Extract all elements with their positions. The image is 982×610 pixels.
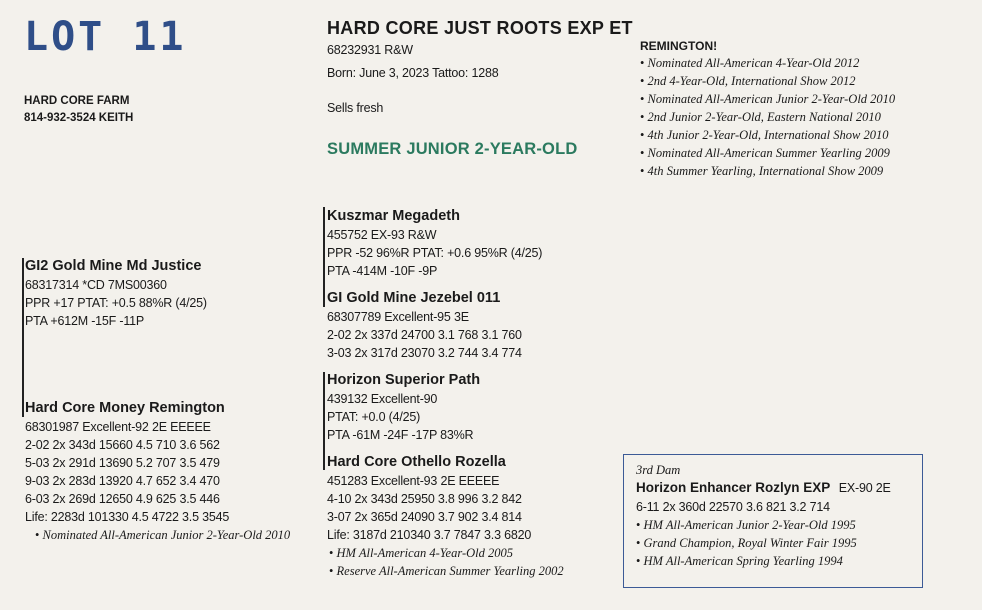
dam-sire-line: 439132 Excellent-90 xyxy=(327,392,438,406)
dam-line: 2-02 2x 343d 15660 4.5 710 3.6 562 xyxy=(25,438,220,452)
third-dam-content xyxy=(636,463,891,570)
animal-note: Sells fresh xyxy=(327,101,384,115)
dam-dam-line: 3-07 2x 365d 24090 3.7 902 3.4 814 xyxy=(327,510,522,524)
sire-sire-line: 455752 EX-93 R&W xyxy=(327,228,437,242)
animal-id: 68232931 R&W xyxy=(327,43,413,57)
animal-name: HARD CORE JUST ROOTS EXP ET xyxy=(327,18,633,38)
pedigree-line-sire xyxy=(323,207,325,307)
dam-dam-line: Life: 3187d 210340 3.7 7847 3.3 6820 xyxy=(327,528,532,542)
sire-dam-line: 2-02 2x 337d 24700 3.1 768 3.1 760 xyxy=(327,328,522,342)
list-item: • HM All-American 4-Year-Old 2005 xyxy=(329,544,564,562)
dam-bullets xyxy=(35,526,290,544)
sire-dam-name: GI Gold Mine Jezebel 011 xyxy=(327,290,501,306)
dam-line: 9-03 2x 283d 13920 4.7 652 3.4 470 xyxy=(25,474,220,488)
sire-sire-block xyxy=(327,206,542,280)
list-item: • Grand Champion, Royal Winter Fair 1995 xyxy=(636,534,891,552)
list-item: • Nominated All-American Summer Yearling 2009 xyxy=(640,144,895,162)
list-item: • HM All-American Spring Yearling 1994 xyxy=(636,552,891,570)
third-dam-record: 6-11 2x 360d 22570 3.6 821 3.2 714 xyxy=(636,500,830,514)
list-item: • 2nd 4-Year-Old, International Show 2012 xyxy=(640,72,895,90)
list-item: • 4th Summer Yearling, International Show 2009 xyxy=(640,162,895,180)
remington-list xyxy=(640,54,895,180)
list-item: • 2nd Junior 2-Year-Old, Eastern National 2010 xyxy=(640,108,895,126)
pedigree-line-first-gen xyxy=(22,258,24,417)
lot-number: LOT 11 xyxy=(24,14,187,60)
third-dam-bullets xyxy=(636,516,891,570)
consignor-name: HARD CORE FARM xyxy=(24,95,130,107)
list-item: • Reserve All-American Summer Yearling 2002 xyxy=(329,562,564,580)
third-dam-box xyxy=(623,454,923,588)
dam-line: 6-03 2x 269d 12650 4.9 625 3.5 446 xyxy=(25,492,220,506)
sire-name: GI2 Gold Mine Md Justice xyxy=(25,258,202,274)
sire-block xyxy=(25,256,207,330)
dam-line: 5-03 2x 291d 13690 5.2 707 3.5 479 xyxy=(25,456,220,470)
sire-dam-line: 3-03 2x 317d 23070 3.2 744 3.4 774 xyxy=(327,346,522,360)
third-dam-score: EX-90 2E xyxy=(838,481,891,495)
sire-sire-line: PTA -414M -10F -9P xyxy=(327,264,438,278)
third-dam-label: 3rd Dam xyxy=(636,463,681,477)
dam-dam-block xyxy=(327,452,564,580)
pedigree-line-dam xyxy=(323,372,325,470)
sire-line: PTA +612M -15F -11P xyxy=(25,314,145,328)
animal-born: Born: June 3, 2023 Tattoo: 1288 xyxy=(327,66,499,80)
remington-highlights xyxy=(640,38,895,180)
consignor-block xyxy=(24,93,133,127)
dam-dam-name: Hard Core Othello Rozella xyxy=(327,454,506,470)
third-dam-name: Horizon Enhancer Rozlyn EXP xyxy=(636,480,831,495)
dam-line: Life: 2283d 101330 4.5 4722 3.5 3545 xyxy=(25,510,230,524)
dam-dam-bullets xyxy=(329,544,564,580)
list-item: • 4th Junior 2-Year-Old, International Show 2010 xyxy=(640,126,895,144)
third-dam-title xyxy=(636,478,891,498)
sire-dam-block xyxy=(327,288,522,362)
dam-dam-line: 4-10 2x 343d 25950 3.8 996 3.2 842 xyxy=(327,492,522,506)
list-item: • HM All-American Junior 2-Year-Old 1995 xyxy=(636,516,891,534)
list-item: • Nominated All-American Junior 2-Year-Old 2010 xyxy=(640,90,895,108)
dam-block xyxy=(25,398,290,544)
consignor-phone: 814-932-3524 KEITH xyxy=(24,112,134,124)
dam-sire-line: PTA -61M -24F -17P 83%R xyxy=(327,428,474,442)
list-item: • Nominated All-American Junior 2-Year-Old 2010 xyxy=(35,526,290,544)
sire-dam-line: 68307789 Excellent-95 3E xyxy=(327,310,469,324)
dam-sire-line: PTAT: +0.0 (4/25) xyxy=(327,410,421,424)
list-item: • Nominated All-American 4-Year-Old 2012 xyxy=(640,54,895,72)
dam-sire-name: Horizon Superior Path xyxy=(327,372,481,388)
sire-line: PPR +17 PTAT: +0.5 88%R (4/25) xyxy=(25,296,207,310)
dam-line: 68301987 Excellent-92 2E EEEEE xyxy=(25,420,211,434)
sire-line: 68317314 *CD 7MS00360 xyxy=(25,278,167,292)
remington-title: REMINGTON! xyxy=(640,39,718,53)
dam-name: Hard Core Money Remington xyxy=(25,400,225,416)
sire-sire-line: PPR -52 96%R PTAT: +0.6 95%R (4/25) xyxy=(327,246,543,260)
animal-class: SUMMER JUNIOR 2-YEAR-OLD xyxy=(327,140,578,158)
dam-dam-line: 451283 Excellent-93 2E EEEEE xyxy=(327,474,500,488)
sire-sire-name: Kuszmar Megadeth xyxy=(327,208,460,224)
dam-sire-block xyxy=(327,370,480,444)
